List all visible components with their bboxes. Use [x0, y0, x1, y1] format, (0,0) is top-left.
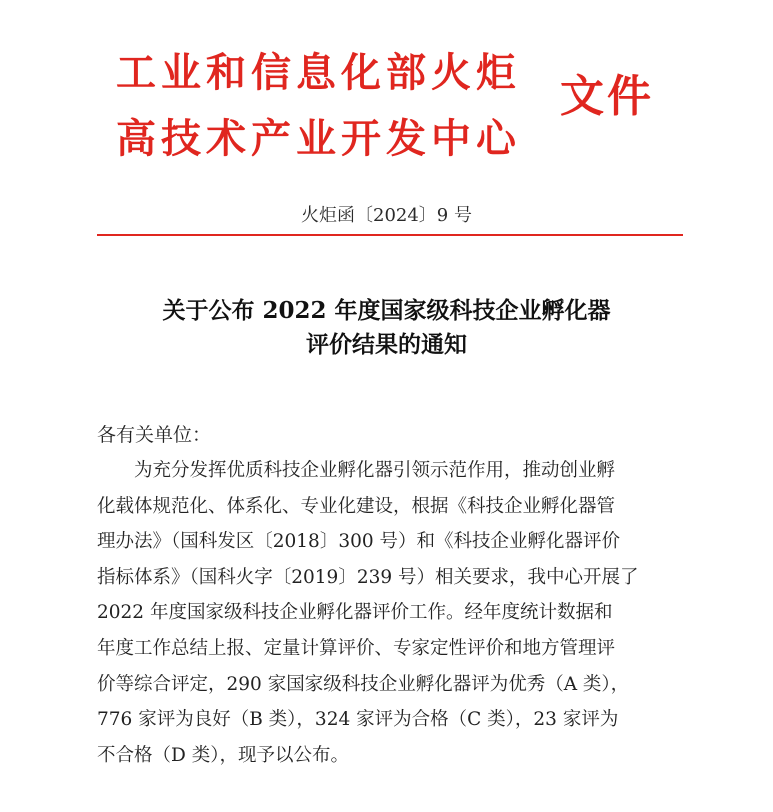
body-line: 理办法》（国科发区〔2018〕300 号）和《科技企业孵化器评价 — [97, 531, 621, 553]
document-number: 火炬函〔2024〕9 号 — [301, 205, 472, 226]
body-line: 不合格（D 类），现予以公布。 — [97, 744, 349, 766]
salutation: 各有关单位： — [97, 424, 212, 446]
body-line: 2022 年度国家级科技企业孵化器评价工作。经年度统计数据和 — [97, 602, 613, 624]
body-line: 年度工作总结上报、定量计算评价、专家定性评价和地方管理评 — [97, 637, 616, 659]
body-line: 价等综合评定，290 家国家级科技企业孵化器评为优秀（A 类）， — [97, 673, 630, 695]
red-divider-line — [97, 234, 683, 236]
letterhead-org-line-2: 高技术产业开发中心 — [116, 115, 521, 162]
body-line: 指标体系》（国科火字〔2019〕239 号）相关要求，我中心开展了 — [97, 566, 639, 588]
letterhead-org-line-1: 工业和信息化部火炬 — [116, 49, 521, 96]
body-line: 为充分发挥优质科技企业孵化器引领示范作用，推动创业孵 — [134, 460, 616, 481]
document-title — [0, 294, 773, 362]
letterhead-organization — [116, 40, 521, 172]
body-paragraph — [97, 453, 677, 773]
body-line: 776 家评为良好（B 类），324 家评为合格（C 类），23 家评为 — [97, 709, 619, 731]
title-line-1: 关于公布 2022 年度国家级科技企业孵化器 — [162, 297, 611, 324]
body-line: 化载体规范化、体系化、专业化建设，根据《科技企业孵化器管 — [97, 495, 616, 517]
letterhead-document-word: 文件 — [560, 71, 654, 122]
title-line-2: 评价结果的通知 — [306, 331, 467, 358]
